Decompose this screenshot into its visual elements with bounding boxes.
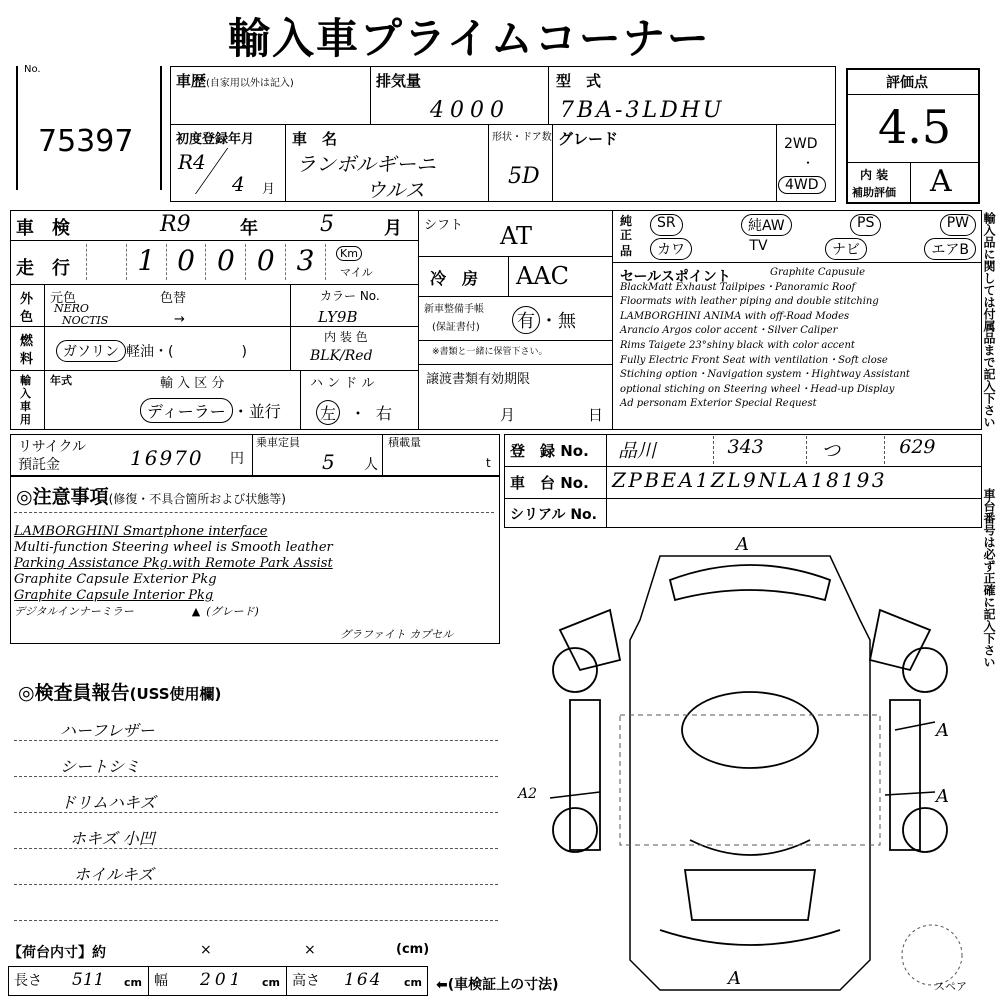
equip-tv: TV <box>749 238 768 254</box>
color-code-label: カラー No. <box>320 289 380 303</box>
transfer-label: 譲渡書類有効期限 <box>426 372 531 387</box>
car-name-line1: ランボルギーニ <box>296 152 436 176</box>
note-line: LAMBORGHINI Smartphone interface <box>14 524 268 539</box>
mileage-unit-mile: マイル <box>340 266 373 279</box>
drive-4wd: 4WD <box>778 176 826 194</box>
shift-label: シフト <box>424 218 464 233</box>
interior-color-label: 内 装 色 <box>324 330 368 344</box>
equipment-row-1 <box>650 214 976 236</box>
notes-lines <box>14 524 494 620</box>
note-line: Multi-function Steering wheel is Smooth leather <box>14 540 333 555</box>
equip-aw: 純AW <box>741 214 792 236</box>
mileage-digit-1: 1 <box>126 244 166 280</box>
height-value: 164 <box>344 970 383 990</box>
sales-line: LAMBORGHINI ANIMA with off-Road Modes <box>620 310 850 322</box>
model-value: 7BA-3LDHU <box>560 98 725 123</box>
cargo-unit: (cm) <box>396 942 430 957</box>
equip-label-2: 正 <box>620 228 633 242</box>
shift-value: AT <box>500 222 533 250</box>
equip-label-1: 純 <box>620 214 633 228</box>
sales-point-lines <box>620 266 980 412</box>
recycle-label-1: リサイクル <box>18 439 87 455</box>
diagram-mark-top: A <box>736 534 749 555</box>
lot-number-box <box>16 66 162 190</box>
interior-color-value: BLK/Red <box>310 348 373 364</box>
model-label: 型 式 <box>556 72 602 90</box>
mileage-unit-km: Km <box>336 246 362 261</box>
recycle-value: 16970 <box>130 446 204 470</box>
length-unit: cm <box>124 976 142 989</box>
drive-2wd: 2WD <box>784 136 818 152</box>
inspector-line-2: シートシミ <box>60 757 141 776</box>
score-value: 4.5 <box>878 100 952 154</box>
registration-number: 629 <box>899 436 936 458</box>
shaken-month-unit: 月 <box>384 218 402 239</box>
displacement-value: 4000 <box>430 98 510 123</box>
first-reg-year: R4 <box>178 150 206 174</box>
color-orig-label: 元色 <box>50 291 77 306</box>
drive-sep: ・ <box>802 156 815 170</box>
car-diagram <box>540 540 980 1000</box>
load-label: 積載量 <box>388 436 421 449</box>
first-reg-label: 初度登録年月 <box>176 132 255 147</box>
sales-line: Fully Electric Front Seat with ventilation・Soft close <box>620 354 888 366</box>
lot-number: 75397 <box>38 124 134 159</box>
doors-value: 5D <box>508 164 540 189</box>
side-note-1: 輸入品に関しては付属品まで記入下さい <box>982 212 996 428</box>
sales-point-label: セールスポイント <box>620 269 731 285</box>
manual-label-top: 新車整備手帳 <box>424 304 484 315</box>
grade-note-value: グラファイト カプセル <box>340 628 454 641</box>
chassis-label: 車 台 No. <box>510 474 589 492</box>
equip-label-3: 品 <box>620 244 633 258</box>
equip-navi: ナビ <box>825 238 867 260</box>
car-name-line2: ウルス <box>366 178 425 202</box>
sales-line: Stiching option・Navigation system・Hightway Assistant <box>620 369 910 381</box>
handle-label: ハ ン ド ル <box>310 376 375 391</box>
cargo-label: 【荷台内寸】約 <box>8 945 106 961</box>
no-label: No. <box>24 64 41 75</box>
length-label: 長さ <box>14 973 42 989</box>
height-label: 高さ <box>292 973 320 989</box>
mileage-digit-3: 0 <box>205 244 245 280</box>
equip-ps: PS <box>850 214 881 236</box>
color-change-label: 色替 <box>160 291 187 306</box>
shaken-label: 車 検 <box>16 218 70 239</box>
handle-value: 左 ・ 右 <box>316 400 392 425</box>
recycle-unit: 円 <box>230 451 244 467</box>
notes-header: ◎注意事項(修復・不具合箇所および状態等) <box>16 486 286 508</box>
shaken-year-unit: 年 <box>240 218 258 239</box>
shaken-month: 5 <box>320 212 334 237</box>
length-value: 511 <box>72 970 105 990</box>
recycle-label-2: 預託金 <box>18 457 60 473</box>
color-orig-value-1: NERO <box>54 302 89 315</box>
note-line: デジタルインナーミラー ▲ (グレード) <box>14 605 259 618</box>
width-value: 201 <box>200 970 245 990</box>
fuel-label-a: 燃 <box>20 334 34 349</box>
aircon-label: 冷 房 <box>430 269 479 288</box>
manual-note: ※書類と一緒に保管下さい。 <box>432 347 548 357</box>
mileage-digits <box>86 244 326 280</box>
width-label: 幅 <box>154 973 168 989</box>
registration-value <box>612 436 978 464</box>
shaken-era: R9 <box>160 212 191 237</box>
aircon-value: AAC <box>516 262 570 290</box>
sales-line: Floormats with leather piping and double stitching <box>620 296 879 308</box>
page-title: 輸入車プライムコーナー <box>228 14 711 63</box>
mileage-digit-5: 3 <box>285 244 326 280</box>
registration-label: 登 録 No. <box>510 442 589 460</box>
sales-line: BlackMatt Exhaust Tailpipes・Panoramic Roof <box>620 281 856 293</box>
equip-airbag: エアB <box>924 238 976 260</box>
mileage-label: 走 行 <box>16 258 70 279</box>
sales-line: optional stiching on Steering wheel・Head-up Display <box>620 383 895 395</box>
mileage-digit-2: 0 <box>166 244 206 280</box>
load-unit: t <box>486 456 491 470</box>
import-label-d: 用 <box>20 413 31 426</box>
height-unit: cm <box>404 976 422 989</box>
side-note-2: 車台番号は必ず正確に記入下さい <box>982 488 996 668</box>
diagram-mark-right1: A <box>936 720 949 741</box>
import-label-b: 入 <box>20 387 31 400</box>
displacement-label: 排気量 <box>376 72 422 90</box>
capacity-unit: 人 <box>364 457 378 473</box>
cargo-x2: × <box>304 942 316 958</box>
note-line: Graphite Capsule Exterior Pkg <box>14 572 217 587</box>
equip-pw: PW <box>940 214 976 236</box>
sales-line: Graphite Capusule <box>770 267 866 278</box>
registration-area: 品川 <box>612 436 714 464</box>
note-line: Graphite Capsule Interior Pkg <box>14 588 214 603</box>
equip-sr: SR <box>650 214 683 236</box>
car-name-label: 車 名 <box>292 130 338 148</box>
color-label-a: 外 <box>20 292 34 307</box>
transfer-day: 日 <box>588 406 604 424</box>
interior-value: A <box>930 164 952 199</box>
first-reg-month: 4 <box>232 172 245 196</box>
color-orig-value-2: NOCTIS <box>62 314 109 327</box>
interior-label-bottom: 補助評価 <box>852 186 896 199</box>
inspector-line-1: ハーフレザー <box>60 721 155 740</box>
registration-kana: つ <box>807 436 885 464</box>
inspector-header: ◎検査員報告(USS使用欄) <box>18 682 222 704</box>
dims-note: ⬅(車検証上の寸法) <box>436 977 559 993</box>
grade-label: グレード <box>558 130 619 148</box>
import-label-a: 輸 <box>20 374 31 387</box>
score-label: 評価点 <box>886 75 928 91</box>
import-class-value: ディーラー ・並行 <box>140 398 281 423</box>
spare-label: スペア <box>934 980 967 993</box>
equipment-row-2 <box>650 238 976 260</box>
mileage-digit-4: 0 <box>245 244 285 280</box>
note-line: Parking Assistance Pkg.with Remote Park Assist <box>14 556 333 571</box>
inspector-line-5: ホイルキズ <box>74 865 154 884</box>
history-label: 車歴(自家用以外は記入) <box>176 72 294 90</box>
import-year-label: 年式 <box>50 374 72 387</box>
sales-line: Rims Taigete 23°shiny black with color accent <box>620 339 855 351</box>
doors-label: 形状・ドア数 <box>492 132 552 143</box>
sales-line: Arancio Argos color accent・Silver Caliper <box>620 325 838 337</box>
fuel-options: ガソリン 軽油・( ) <box>56 340 247 362</box>
interior-label-top: 内 装 <box>860 168 889 182</box>
diagram-mark-left: A2 <box>518 786 538 802</box>
inspector-line-3: ドリムハキズ <box>60 793 156 812</box>
sales-line: Ad personam Exterior Special Request <box>620 398 817 410</box>
capacity-value: 5 <box>322 450 335 474</box>
serial-label: シリアル No. <box>510 507 597 523</box>
manual-label-bottom: (保証書付) <box>432 322 480 333</box>
equip-leather: カワ <box>650 238 692 260</box>
color-label-b: 色 <box>20 310 34 325</box>
diagram-mark-bottom: A <box>728 968 741 989</box>
import-class-label: 輸 入 区 分 <box>160 376 225 391</box>
first-reg-month-unit: 月 <box>262 182 276 197</box>
registration-class: 343 <box>714 436 808 464</box>
diagram-mark-right2: A <box>936 786 949 807</box>
import-label-c: 車 <box>20 400 31 413</box>
chassis-value: ZPBEA1ZL9NLA18193 <box>612 468 888 492</box>
cargo-x1: × <box>200 942 212 958</box>
color-code-value: LY9B <box>318 308 358 326</box>
transfer-month: 月 <box>500 406 516 424</box>
inspector-line-4: ホキズ 小凹 <box>70 829 155 848</box>
width-unit: cm <box>262 976 280 989</box>
color-arrow: → <box>174 312 185 327</box>
capacity-label: 乗車定員 <box>256 436 300 449</box>
fuel-label-b: 料 <box>20 352 34 367</box>
manual-yes-no: 有 ・無 <box>512 306 576 334</box>
